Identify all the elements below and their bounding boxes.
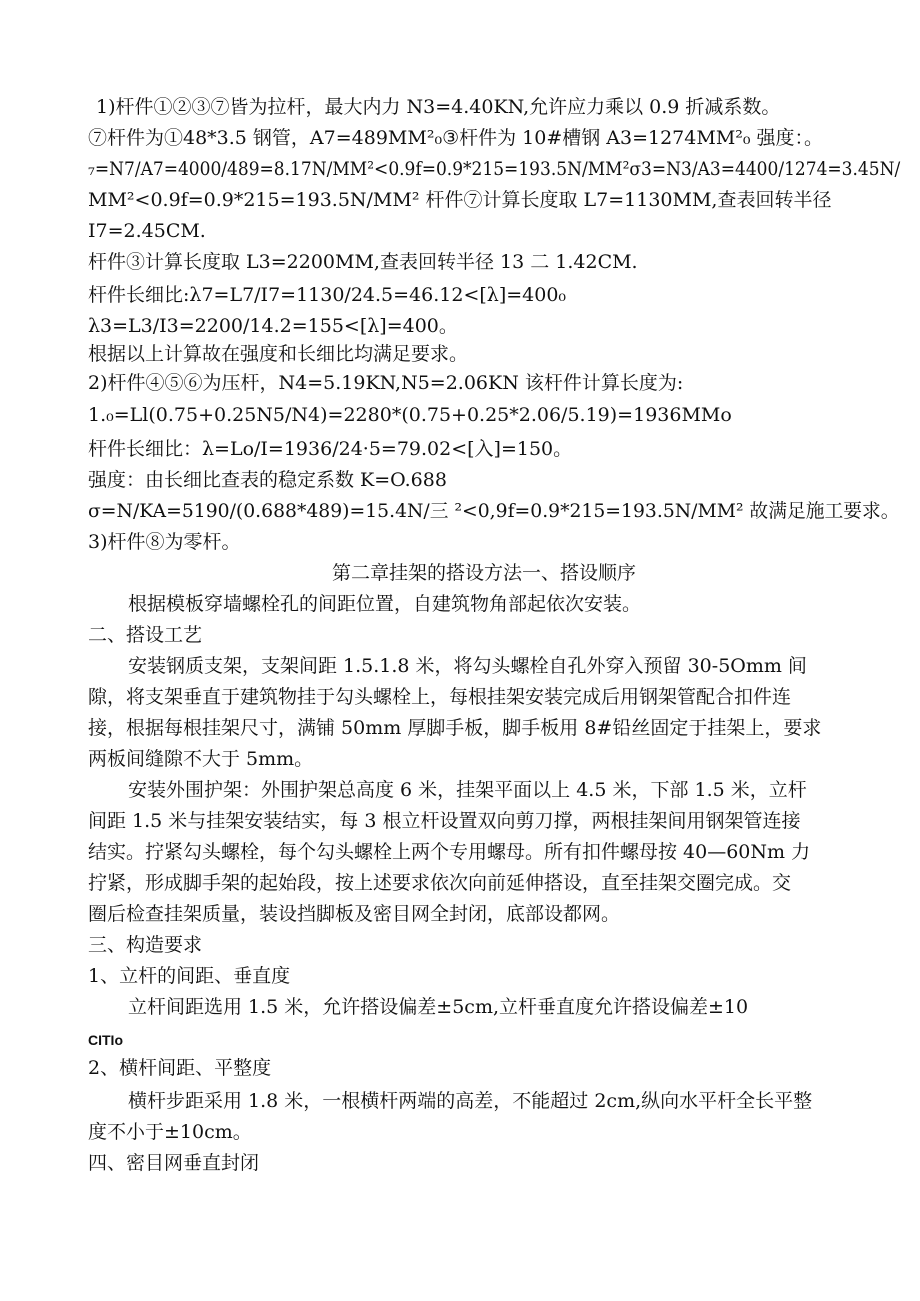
section-heading-erection-process: 二、搭设工艺 bbox=[88, 624, 203, 646]
calc-line-slenderness: 杆件长细比：λ=Lo/I=1936/24·5=79.02<[入]=150。 bbox=[88, 438, 573, 460]
calc-line-zero-member: 3)杆件⑧为零杆。 bbox=[88, 531, 241, 553]
calc-line-effective-length: 1.₀=Ll(0.75+0.25N5/N4)=2280*(0.75+0.25*2.06/5.19)=1936MMo bbox=[88, 404, 732, 426]
subheading-pole-spacing: 1、立杆的间距、垂直度 bbox=[88, 965, 291, 987]
para-guard-line-4: 拧紧，形成脚手架的起始段，按上述要求依次向前延伸搭设，直至挂架交圈完成。交 bbox=[88, 872, 792, 894]
para-guard-line-5: 圈后检查挂架质量，装设挡脚板及密目网全封闭，底部设都网。 bbox=[88, 903, 621, 925]
para-crossbar-line-1: 横杆步距采用 1.8 米，一根横杆两端的高差，不能超过 2cm,纵向水平杆全长平整 bbox=[128, 1090, 813, 1112]
para-guard-line-1: 安装外围护架：外围护架总高度 6 米，挂架平面以上 4.5 米，下部 1.5 米，立杆 bbox=[128, 779, 807, 801]
para-bracket-line-3: 接，根据每根挂架尺寸，满铺 50mm 厚脚手板，脚手板用 8#铅丝固定于挂架上，要求 bbox=[88, 717, 822, 739]
calc-line-member7-length: MM²<0.9f=0.9*215=193.5N/MM² 杆件⑦计算长度取 L7=1130MM,查表回转半径 bbox=[88, 189, 832, 211]
para-guard-line-3: 结实。拧紧勾头螺栓，每个勾头螺栓上两个专用螺母。所有扣件螺母按 40—60Nm 力 bbox=[88, 841, 811, 863]
para-bracket-line-1: 安装钢质支架，支架间距 1.5.1.8 米，将勾头螺栓自孔外穿入预留 30-5Omm 间 bbox=[128, 655, 807, 677]
calc-line-radius-i7: I7=2.45CM. bbox=[88, 220, 206, 242]
calc-line-tension-members: 1)杆件①②③⑦皆为拉杆，最大内力 N3=4.40KN,允许应力乘以 0.9 折减系数。 bbox=[96, 96, 781, 118]
section-heading-safety-net: 四、密目网垂直封闭 bbox=[88, 1152, 260, 1174]
calc-line-compression-members: 2)杆件④⑤⑥为压杆，N4=5.19KN,N5=2.06KN 该杆件计算长度为: bbox=[88, 372, 684, 394]
para-erection-order: 根据模板穿墙螺栓孔的间距位置，自建筑物角部起依次安装。 bbox=[128, 593, 642, 615]
para-bracket-line-2: 隙，将支架垂直于建筑物挂于勾头螺栓上，每根挂架安装完成后用钢架管配合扣件连 bbox=[88, 686, 792, 708]
calc-line-conclusion: 根据以上计算故在强度和长细比均满足要求。 bbox=[88, 343, 469, 365]
para-crossbar-line-2: 度不小于±10cm。 bbox=[88, 1121, 252, 1143]
calc-line-stress-check: ₇=N7/A7=4000/489=8.17N/MM²<0.9f=0.9*215=193.5N/MM²σ3=N3/A3=4400/1274=3.45N/ bbox=[88, 158, 901, 180]
para-guard-line-2: 间距 1.5 米与挂架安装结实，每 3 根立杆设置双向剪刀撑，两根挂架间用钢架管连接 bbox=[88, 810, 801, 832]
subheading-crossbar-spacing: 2、横杆间距、平整度 bbox=[88, 1057, 272, 1079]
calc-line-slenderness-3: λ3=L3/I3=2200/14.2=155<[λ]=400。 bbox=[88, 315, 458, 337]
calc-line-slenderness-7: 杆件长细比:λ7=L7/I7=1130/24.5=46.12<[λ]=400₀ bbox=[88, 284, 567, 306]
calc-line-strength-check: σ=N/KA=5190/(0.688*489)=15.4N/三 ²<0,9f=0.9*215=193.5N/MM² 故满足施工要求。 bbox=[88, 500, 900, 522]
section-heading-construction-requirements: 三、构造要求 bbox=[88, 934, 203, 956]
ocr-fragment-text: CITIo bbox=[88, 1032, 123, 1048]
calc-line-stability-factor: 强度：由长细比查表的稳定系数 K=O.688 bbox=[88, 469, 447, 491]
para-bracket-line-4: 两板间缝隙不大于 5mm。 bbox=[88, 748, 314, 770]
para-pole-spacing: 立杆间距选用 1.5 米，允许搭设偏差±5cm,立杆垂直度允许搭设偏差±10 bbox=[128, 996, 749, 1018]
chapter-heading: 第二章挂架的搭设方法一、搭设顺序 bbox=[332, 562, 637, 584]
calc-line-member7-steel-pipe: ⑦杆件为①48*3.5 钢管，A7=489MM²₀③杆件为 10#槽钢 A3=1274MM²₀ 强度：。 bbox=[88, 127, 824, 149]
calc-line-member3-length: 杆件③计算长度取 L3=2200MM,查表回转半径 13 二 1.42CM. bbox=[88, 251, 638, 273]
